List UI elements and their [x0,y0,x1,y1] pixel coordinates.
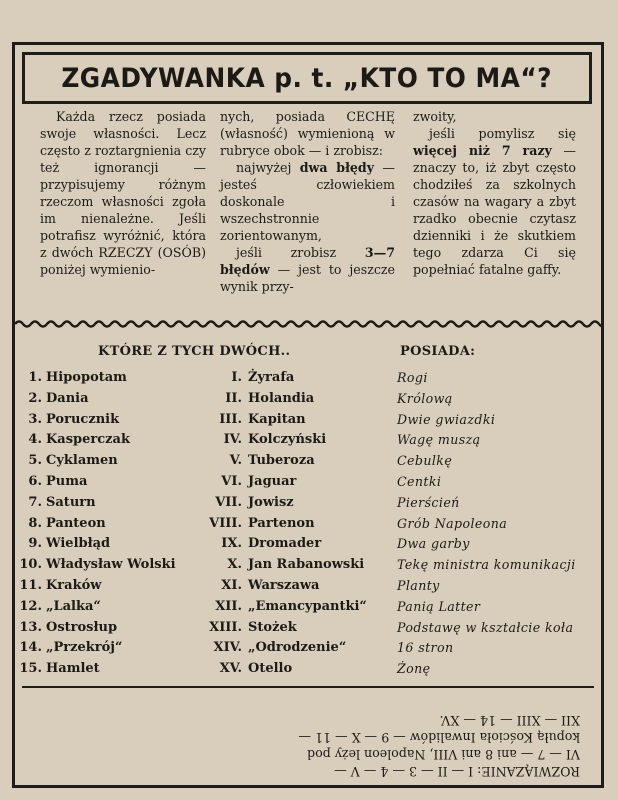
item-a: Wielbłąd [46,536,111,552]
item-number: 14. [19,640,42,656]
quiz-row [0,370,618,390]
answer-line: VI — 7 — ani 8 ani VIII, Napoleon leży pod [307,747,580,762]
item-a: Dania [46,390,89,406]
item-a: Cyklamen [46,453,118,469]
item-a: Hamlet [46,661,100,677]
attribute: Panią Latter [397,598,481,614]
item-b: Żyrafa [248,370,295,385]
quiz-row [0,391,618,411]
score-best [220,159,395,244]
quiz-row [0,599,618,619]
item-roman-number: II. [225,390,242,406]
title-box [22,52,592,104]
quiz-row [0,661,618,681]
score-best-pre: najwyżej [236,160,300,175]
item-roman-number: IV. [223,432,242,448]
intro-paragraph-2: nych, posiada CECHĘ (własność) wymienioną w rubryce obok — i zrobisz: [220,109,395,158]
item-number: 9. [28,536,42,552]
item-b: Holandia [248,390,315,406]
item-a: Puma [46,474,88,489]
intro-column-2 [220,108,395,295]
item-a: Kasperczak [46,432,130,448]
item-number: 7. [28,494,42,510]
item-a: Władysław Wolski [46,557,176,573]
item-b: Otello [248,661,293,677]
item-roman-number: XIV. [213,640,242,656]
item-b: „Odrodzenie“ [248,640,347,656]
intro-column-1 [40,108,206,278]
item-b: Jaguar [248,474,297,489]
attribute: Dwie gwiazdki [397,411,496,427]
attribute: Królową [397,390,453,406]
column-header-attribute: POSIADA: [400,344,476,359]
answer-divider [22,686,594,688]
attribute: Pierścień [397,494,460,510]
item-b: Partenon [248,515,315,531]
quiz-row [0,578,618,598]
item-a: Ostrosłup [46,619,118,635]
item-a: Kraków [46,578,102,593]
attribute: 16 stron [397,640,454,656]
attribute: Podstawę w kształcie koła [397,619,574,635]
score-best-post: — jesteś człowiekiem doskonale i wszechstronnie zorientowanym, [220,160,395,243]
attribute: Planty [397,578,440,593]
item-roman-number: X. [227,557,242,573]
item-roman-number: VII. [215,494,242,510]
item-roman-number: VIII. [209,515,242,531]
item-number: 4. [28,432,42,448]
item-number: 11. [19,578,42,593]
answer-line: kopułą Kościoła Inwalidów — 9 — X — 11 — [298,730,580,745]
answer-line: XII — XIII — 14 — XV. [439,713,580,728]
attribute: Grób Napoleona [397,515,508,531]
quiz-row [0,536,618,556]
score-worst-pre: jeśli pomylisz się [429,126,576,141]
score-mid-bold: 3—7 błędów [220,245,395,277]
quiz-row [0,620,618,640]
item-b: Kolczyński [248,432,327,448]
item-b: Jowisz [248,494,294,510]
item-roman-number: VI. [221,474,242,489]
attribute: Cebulkę [397,453,453,469]
quiz-row [0,453,618,473]
attribute: Centki [397,474,442,489]
item-roman-number: V. [229,453,242,469]
intro-column-3 [413,108,576,278]
item-number: 3. [28,411,42,427]
item-b: Tuberoza [248,453,315,469]
score-mid-post: — jest to jeszcze wynik przy- [220,262,395,294]
item-number: 6. [28,474,42,489]
item-a: Panteon [46,515,106,531]
item-b: Warszawa [248,578,320,593]
item-b: „Emancypantki“ [248,598,367,614]
item-roman-number: III. [219,411,242,427]
item-number: 5. [28,453,42,469]
item-number: 15. [19,661,42,677]
quiz-row [0,432,618,452]
score-mid-pre: jeśli zrobisz [236,245,365,260]
item-b: Kapitan [248,411,306,427]
item-a: Hipopotam [46,370,127,385]
item-number: 12. [19,598,42,614]
item-number: 13. [19,619,42,635]
item-number: 8. [28,515,42,531]
wavy-divider [15,319,601,329]
item-b: Dromader [248,536,322,552]
quiz-row [0,640,618,660]
score-best-bold: dwa błędy [299,160,375,175]
score-worst-post: — znaczy to, iż zbyt często chodziłeś za szkolnych czasów na wagary a zbyt rzadko obecnie czytasz dzienniki i że skutkiem tego zdarza Ci się popełniać fatalne gaffy. [413,143,576,277]
intro-paragraph-1: Każda rzecz posiada swoje własności. Lecz często z roztargnienia czy też ignorancji — przypisujemy różnym rzeczom własności zgoła im nienależne. Jeśli potrafisz wyróżnić, która z dwóch RZECZY (OSÓB) poniżej wymienio- [40,109,206,277]
item-a: Porucznik [46,411,120,427]
attribute: Tekę ministra komunikacji [397,557,576,573]
item-b: Stożek [248,619,297,635]
answer-line: ROZWIĄZANIE: I — II — 3 — 4 — V — [334,764,580,779]
item-number: 10. [19,557,42,573]
attribute: Dwa garby [397,536,470,552]
attribute: Wagę muszą [397,432,481,448]
item-roman-number: XV. [219,661,242,677]
score-mid-end: zwoity, [413,109,457,124]
item-a: „Przekrój“ [46,640,123,656]
answer-upside-down [40,696,580,780]
quiz-row [0,495,618,515]
column-header-items: KTÓRE Z TYCH DWÓCH.. [98,344,291,359]
score-worst [413,125,576,278]
item-roman-number: XI. [221,578,242,593]
item-b: Jan Rabanowski [248,557,365,573]
score-worst-bold: więcej niż 7 razy [413,143,552,158]
score-mid [220,244,395,295]
item-a: Saturn [46,494,96,510]
item-roman-number: XIII. [209,619,242,635]
quiz-row [0,412,618,432]
page-title: ZGADYWANKA p. t. „KTO TO MA“? [61,62,553,94]
attribute: Rogi [397,370,428,385]
quiz-row [0,474,618,494]
item-number: 2. [28,390,42,406]
item-roman-number: I. [231,370,242,385]
quiz-row [0,557,618,577]
item-roman-number: XII. [215,598,242,614]
item-a: „Lalka“ [46,598,101,614]
quiz-row [0,516,618,536]
item-roman-number: IX. [221,536,242,552]
attribute: Żonę [397,661,431,677]
item-number: 1. [28,370,42,385]
